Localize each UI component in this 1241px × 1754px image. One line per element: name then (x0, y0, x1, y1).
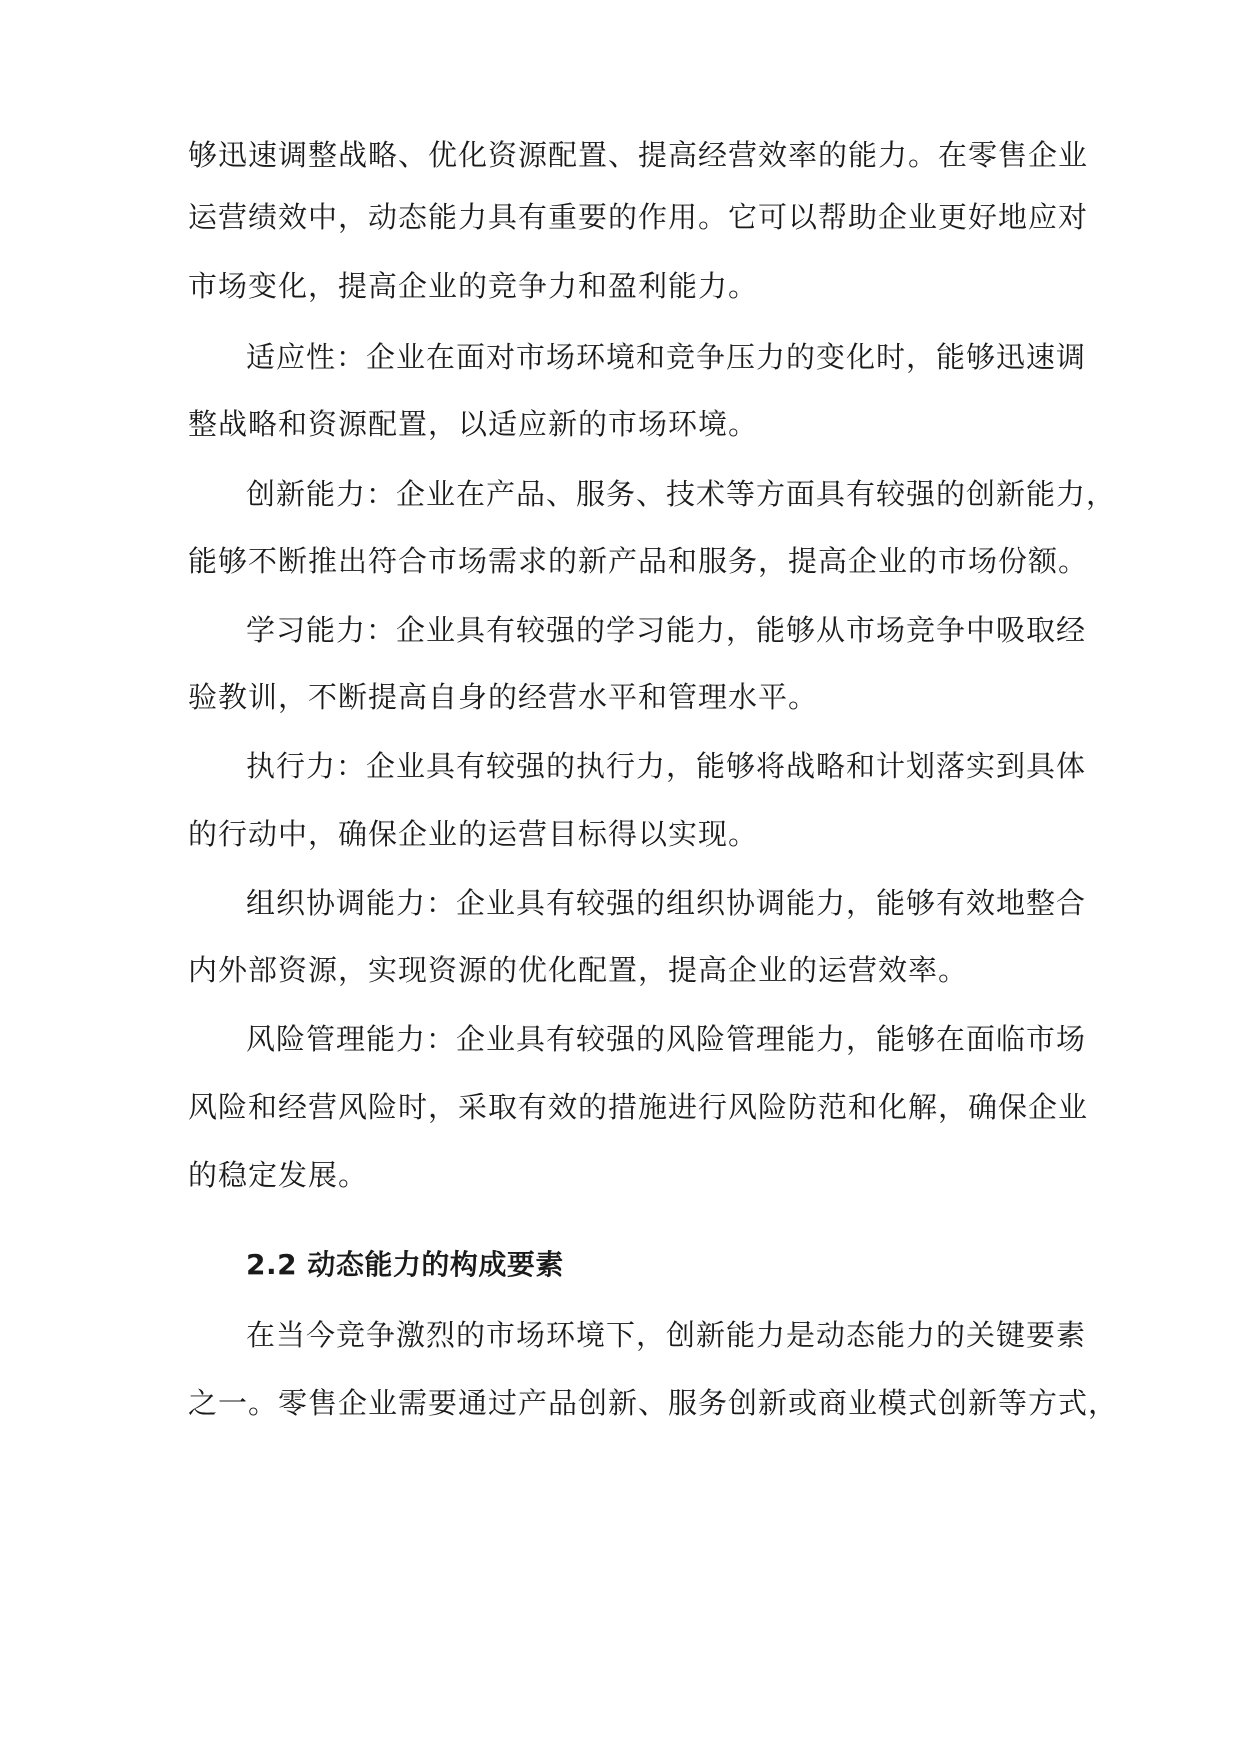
body-text-line: 适应性：企业在面对市场环境和竞争压力的变化时，能够迅速调 (246, 340, 1087, 374)
body-text-line: 之一。零售企业需要通过产品创新、服务创新或商业模式创新等方式， (188, 1386, 1119, 1420)
body-text-line: 验教训，不断提高自身的经营水平和管理水平。 (188, 680, 819, 714)
body-text-line: 执行力：企业具有较强的执行力，能够将战略和计划落实到具体 (246, 749, 1087, 783)
body-text-line: 的行动中，确保企业的运营目标得以实现。 (188, 817, 759, 851)
body-text-line: 的稳定发展。 (188, 1158, 369, 1192)
body-text-line: 组织协调能力：企业具有较强的组织协调能力，能够有效地整合 (246, 886, 1087, 920)
body-text-line: 内外部资源，实现资源的优化配置，提高企业的运营效率。 (188, 953, 969, 987)
body-text-line: 整战略和资源配置，以适应新的市场环境。 (188, 407, 759, 441)
section-heading: 2.2 动态能力的构成要素 (246, 1248, 564, 1281)
body-text-line: 在当今竞争激烈的市场环境下，创新能力是动态能力的关键要素 (246, 1318, 1087, 1352)
body-text-line: 创新能力：企业在产品、服务、技术等方面具有较强的创新能力， (246, 477, 1117, 511)
body-text-line: 学习能力：企业具有较强的学习能力，能够从市场竞争中吸取经 (246, 613, 1087, 647)
body-text-line: 够迅速调整战略、优化资源配置、提高经营效率的能力。在零售企业 (188, 138, 1089, 172)
body-text-line: 市场变化，提高企业的竞争力和盈利能力。 (188, 269, 759, 303)
body-text-line: 风险管理能力：企业具有较强的风险管理能力，能够在面临市场 (246, 1022, 1087, 1056)
body-text-line: 风险和经营风险时，采取有效的措施进行风险防范和化解，确保企业 (188, 1090, 1089, 1124)
body-text-line: 运营绩效中，动态能力具有重要的作用。它可以帮助企业更好地应对 (188, 200, 1089, 234)
body-text-line: 能够不断推出符合市场需求的新产品和服务，提高企业的市场份额。 (188, 544, 1089, 578)
